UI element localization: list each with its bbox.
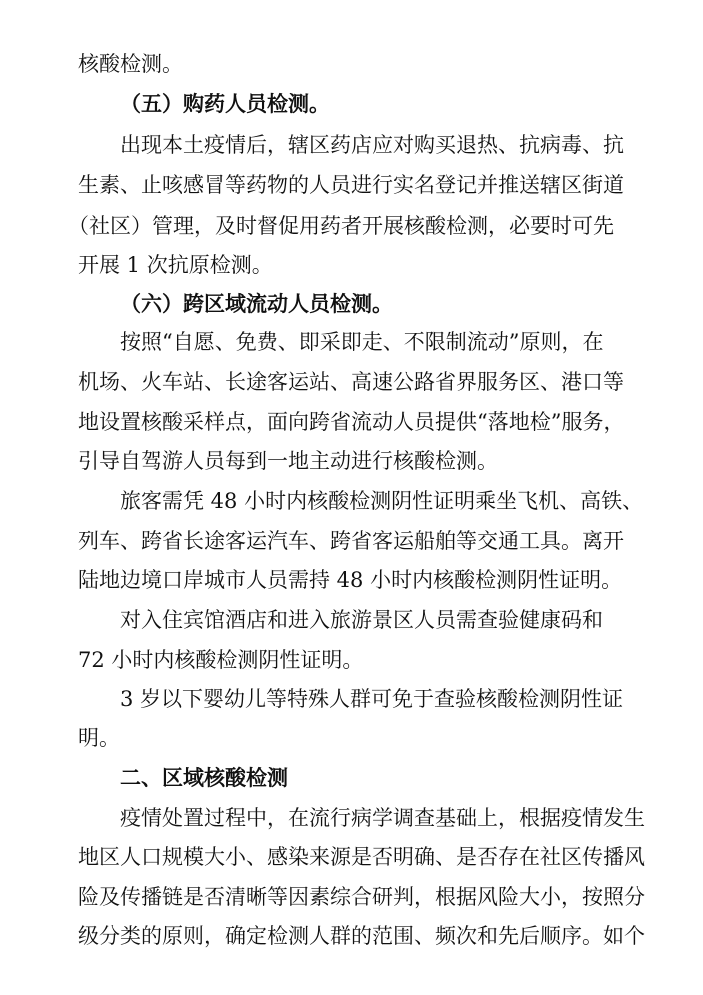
paragraph-line: 机场、火车站、长途客运站、高速公路省界服务区、港口等 xyxy=(78,370,624,394)
paragraph-line: 出现本土疫情后，辖区药店应对购买退热、抗病毒、抗 xyxy=(120,133,624,157)
section-heading: 二、区域核酸检测 xyxy=(120,766,288,790)
paragraph-line: 级分类的原则，确定检测人群的范围、频次和先后顺序。如个 xyxy=(78,924,645,948)
paragraph-line: 72 小时内核酸检测阴性证明。 xyxy=(78,648,364,672)
paragraph-line: 险及传播链是否清晰等因素综合研判，根据风险大小，按照分 xyxy=(78,885,645,909)
paragraph-line: 列车、跨省长途客运汽车、跨省客运船舶等交通工具。离开 xyxy=(78,529,624,553)
paragraph-line: 明。 xyxy=(78,726,120,750)
paragraph-line: 开展 1 次抗原检测。 xyxy=(78,253,273,277)
subheading-five: （五）购药人员检测。 xyxy=(120,91,330,116)
paragraph-line: （社区）管理，及时督促用药者开展核酸检测，必要时可先 xyxy=(68,214,614,238)
paragraph-line: 按照“自愿、免费、即采即走、不限制流动”原则，在 xyxy=(120,330,604,354)
paragraph-line: 对入住宾馆酒店和进入旅游景区人员需查验健康码和 xyxy=(120,608,603,632)
paragraph-line: 地设置核酸采样点，面向跨省流动人员提供“落地检”服务， xyxy=(78,410,625,434)
paragraph-line: 陆地边境口岸城市人员需持 48 小时内核酸检测阴性证明。 xyxy=(78,568,623,592)
paragraph-line: 地区人口规模大小、感染来源是否明确、是否存在社区传播风 xyxy=(78,845,645,869)
paragraph-line: 引导自驾游人员每到一地主动进行核酸检测。 xyxy=(78,449,498,473)
paragraph-line: 核酸检测。 xyxy=(78,52,183,76)
subheading-six: （六）跨区域流动人员检测。 xyxy=(120,291,393,316)
paragraph-line: 疫情处置过程中，在流行病学调查基础上，根据疫情发生 xyxy=(120,806,645,830)
paragraph-line: 3 岁以下婴幼儿等特殊人群可免于查验核酸检测阴性证 xyxy=(120,687,624,711)
paragraph-line: 旅客需凭 48 小时内核酸检测阴性证明乘坐飞机、高铁、 xyxy=(120,489,644,513)
paragraph-line: 生素、止咳感冒等药物的人员进行实名登记并推送辖区街道 xyxy=(78,173,624,197)
